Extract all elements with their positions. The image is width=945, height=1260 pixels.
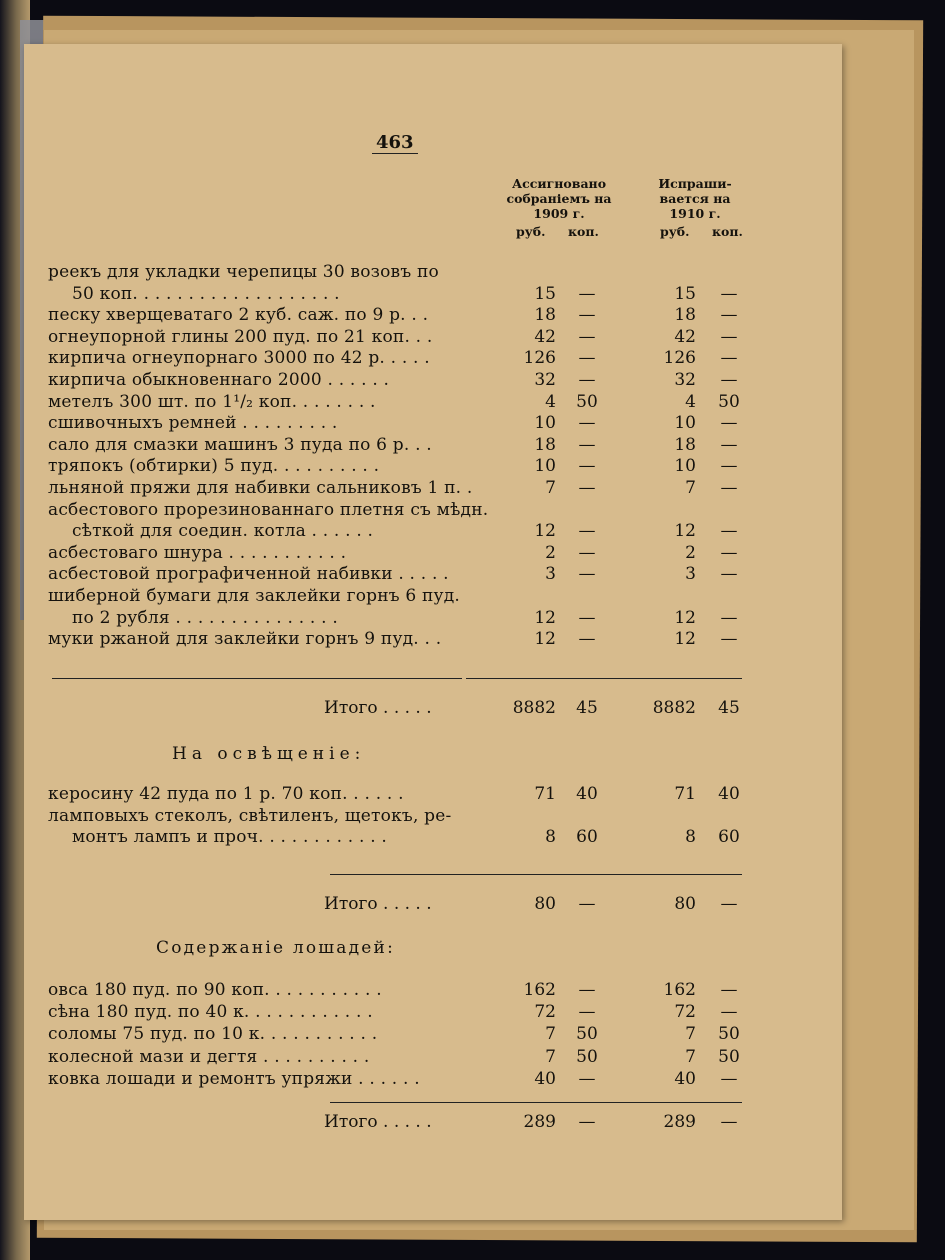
amount-rub-1910: 10 (674, 413, 696, 434)
amount-kop-1909: 50 (576, 1024, 598, 1045)
amount-kop-1910: — (720, 326, 738, 347)
table-row (24, 370, 842, 394)
amount-rub-1910: 12 (674, 521, 696, 542)
amount-kop-1909: 60 (576, 827, 598, 848)
item-label: асбестоваго шнура . . . . . . . . . . . (48, 542, 347, 563)
amount-rub-1909: 18 (534, 305, 556, 326)
column-header-1910: Испраши-вается на 1910 г. (658, 176, 732, 221)
amount-rub-1910: 18 (674, 434, 696, 455)
total-kop-1909: 45 (576, 698, 598, 718)
item-label: сшивочныхъ ремней . . . . . . . . . (48, 413, 338, 434)
total-row-1 (24, 698, 842, 722)
item-label: метелъ 300 шт. по 1¹/₂ коп. . . . . . . . (48, 391, 376, 412)
item-label: сѣткой для соедин. котла . . . . . . (72, 521, 374, 542)
amount-kop-1909: — (578, 413, 596, 434)
amount-kop-1910: — (720, 629, 738, 650)
amount-rub-1909: 162 (523, 980, 556, 1000)
page-number: 463 (372, 132, 418, 154)
total-label: Итого . . . . . (324, 1112, 432, 1132)
table-row (24, 305, 842, 329)
total-rub-1910: 80 (674, 894, 696, 914)
total-rule-left (52, 678, 462, 679)
amount-rub-1909: 8 (545, 827, 556, 848)
unit-rub-1: руб. (516, 224, 546, 239)
amount-rub-1910: 4 (685, 391, 696, 412)
amount-kop-1910: — (720, 305, 738, 326)
amount-kop-1909: — (578, 305, 596, 326)
amount-kop-1909: — (578, 456, 596, 477)
page-content (24, 44, 842, 1220)
amount-rub-1909: 3 (545, 564, 556, 585)
item-label: асбестового прорезинованнаго плетня съ мѣдн. (48, 499, 489, 520)
amount-kop-1910: — (720, 370, 738, 390)
amount-kop-1910: 50 (718, 1024, 740, 1045)
amount-kop-1909: — (578, 348, 596, 369)
table-row (24, 1002, 842, 1026)
total-rub-1909: 289 (523, 1112, 556, 1132)
amount-rub-1910: 72 (674, 1002, 696, 1023)
total-rub-1910: 8882 (652, 698, 696, 718)
amount-rub-1910: 10 (674, 456, 696, 477)
amount-kop-1909: — (578, 607, 596, 628)
amount-kop-1909: — (578, 1002, 596, 1023)
amount-kop-1910: — (720, 542, 738, 563)
amount-kop-1910: — (720, 283, 738, 304)
unit-rub-2: руб. (660, 224, 690, 239)
amount-kop-1909: — (578, 629, 596, 650)
item-label: асбестовой прографиченной набивки . . . . . (48, 564, 449, 585)
amount-kop-1909: — (578, 521, 596, 542)
amount-kop-1910: — (720, 980, 738, 1000)
table-row (24, 392, 842, 416)
total-row-3 (24, 1112, 842, 1136)
amount-rub-1909: 2 (545, 542, 556, 563)
total-kop-1910: — (720, 1112, 738, 1132)
total-kop-1909: — (578, 1112, 596, 1132)
item-label: тряпокъ (обтирки) 5 пуд. . . . . . . . . . (48, 456, 380, 477)
table-row (24, 784, 842, 808)
amount-rub-1910: 32 (674, 370, 696, 390)
table-row (24, 435, 842, 459)
amount-kop-1909: 50 (576, 1046, 598, 1067)
amount-kop-1910: — (720, 607, 738, 628)
amount-rub-1910: 7 (685, 478, 696, 498)
amount-kop-1910: — (720, 1068, 738, 1089)
table-row (24, 521, 842, 545)
amount-rub-1909: 42 (534, 326, 556, 347)
table-row (24, 1024, 842, 1048)
table-row (24, 1047, 842, 1071)
amount-rub-1909: 126 (523, 348, 556, 369)
amount-rub-1910: 12 (674, 629, 696, 650)
amount-rub-1910: 40 (674, 1068, 696, 1089)
item-label: монтъ лампъ и проч. . . . . . . . . . . . (72, 827, 388, 848)
table-row (24, 586, 842, 610)
amount-rub-1909: 72 (534, 1002, 556, 1023)
amount-kop-1910: 40 (718, 784, 740, 804)
item-label: колесной мази и дегтя . . . . . . . . . . (48, 1046, 370, 1067)
total-label: Итого . . . . . (324, 698, 432, 718)
amount-rub-1910: 15 (674, 283, 696, 304)
total-rule-right (466, 678, 742, 679)
total-rub-1909: 80 (534, 894, 556, 914)
item-label: овса 180 пуд. по 90 коп. . . . . . . . . . . (48, 980, 382, 1000)
table-row (24, 262, 842, 286)
amount-kop-1909: 50 (576, 391, 598, 412)
amount-rub-1909: 7 (545, 478, 556, 498)
table-row (24, 284, 842, 308)
table-row (24, 827, 842, 851)
item-label: льняной пряжи для набивки сальниковъ 1 п. . (48, 478, 473, 498)
table-row (24, 413, 842, 437)
total-rub-1910: 289 (663, 1112, 696, 1132)
amount-rub-1910: 7 (685, 1024, 696, 1045)
table-row (24, 500, 842, 524)
item-label: шиберной бумаги для заклейки горнъ 6 пуд. (48, 586, 461, 606)
amount-kop-1909: — (578, 542, 596, 563)
item-label: муки ржаной для заклейки горнъ 9 пуд. . . (48, 629, 442, 650)
table-row (24, 543, 842, 567)
amount-kop-1910: 50 (718, 1046, 740, 1067)
table-row (24, 629, 842, 653)
table-row (24, 1069, 842, 1093)
amount-kop-1910: — (720, 413, 738, 434)
item-label: 50 коп. . . . . . . . . . . . . . . . . . . (72, 283, 340, 304)
item-label: кирпича огнеупорнаго 3000 по 42 р. . . . . (48, 348, 430, 369)
amount-rub-1910: 12 (674, 607, 696, 628)
amount-rub-1909: 12 (534, 607, 556, 628)
amount-rub-1910: 162 (663, 980, 696, 1000)
amount-rub-1909: 10 (534, 413, 556, 434)
amount-kop-1910: 60 (718, 827, 740, 848)
amount-kop-1909: — (578, 1068, 596, 1089)
amount-rub-1909: 12 (534, 629, 556, 650)
amount-kop-1909: — (578, 326, 596, 347)
amount-kop-1910: — (720, 348, 738, 369)
table-row (24, 456, 842, 480)
amount-rub-1910: 126 (663, 348, 696, 369)
table-row (24, 327, 842, 351)
amount-rub-1909: 18 (534, 434, 556, 455)
item-label: кирпича обыкновеннаго 2000 . . . . . . (48, 370, 390, 390)
total-kop-1910: — (720, 894, 738, 914)
amount-kop-1910: — (720, 434, 738, 455)
document-page (24, 44, 842, 1220)
section-heading-lighting: На освѣщеніе: (172, 744, 366, 764)
item-label: реекъ для укладки черепицы 30 возовъ по (48, 262, 439, 282)
item-label: соломы 75 пуд. по 10 к. . . . . . . . . . . (48, 1024, 378, 1045)
amount-kop-1910: — (720, 1002, 738, 1023)
unit-kop-2: коп. (712, 224, 743, 239)
amount-rub-1909: 32 (534, 370, 556, 390)
item-label: сало для смазки машинъ 3 пуда по 6 р. . . (48, 434, 432, 455)
total-label: Итого . . . . . (324, 894, 432, 914)
amount-rub-1909: 15 (534, 283, 556, 304)
item-label: по 2 рубля . . . . . . . . . . . . . . . (72, 607, 338, 628)
amount-kop-1909: — (578, 478, 596, 498)
amount-rub-1910: 42 (674, 326, 696, 347)
amount-kop-1910: — (720, 521, 738, 542)
amount-rub-1909: 10 (534, 456, 556, 477)
table-row (24, 806, 842, 830)
item-label: керосину 42 пуда по 1 р. 70 коп. . . . . . (48, 784, 404, 804)
amount-kop-1910: 50 (718, 391, 740, 412)
amount-kop-1909: — (578, 564, 596, 585)
item-label: сѣна 180 пуд. по 40 к. . . . . . . . . . . . (48, 1002, 373, 1023)
item-label: ламповыхъ стеколъ, свѣтиленъ, щетокъ, ре- (48, 805, 452, 826)
amount-kop-1910: — (720, 456, 738, 477)
amount-rub-1909: 12 (534, 521, 556, 542)
amount-kop-1910: — (720, 478, 738, 498)
total-row-2 (24, 894, 842, 918)
amount-rub-1909: 71 (534, 784, 556, 804)
column-header-1909: Ассигновано собраніемъ на 1909 г. (506, 176, 612, 221)
amount-rub-1909: 4 (545, 391, 556, 412)
table-row (24, 564, 842, 588)
amount-rub-1910: 3 (685, 564, 696, 585)
table-row (24, 980, 842, 1004)
amount-rub-1910: 18 (674, 305, 696, 326)
table-row (24, 478, 842, 502)
total-kop-1910: 45 (718, 698, 740, 718)
total-kop-1909: — (578, 894, 596, 914)
amount-rub-1910: 2 (685, 542, 696, 563)
unit-kop-1: коп. (568, 224, 599, 239)
amount-kop-1909: — (578, 283, 596, 304)
total-rule-2 (330, 874, 742, 875)
amount-rub-1909: 40 (534, 1068, 556, 1089)
table-row (24, 608, 842, 632)
item-label: огнеупорной глины 200 пуд. по 21 коп. . . (48, 326, 433, 347)
amount-kop-1909: 40 (576, 784, 598, 804)
amount-rub-1910: 71 (674, 784, 696, 804)
total-rub-1909: 8882 (512, 698, 556, 718)
table-row (24, 348, 842, 372)
amount-rub-1910: 8 (685, 827, 696, 848)
amount-kop-1909: — (578, 980, 596, 1000)
item-label: ковка лошади и ремонтъ упряжи . . . . . . (48, 1068, 420, 1089)
amount-kop-1910: — (720, 564, 738, 585)
total-rule-3 (330, 1102, 742, 1103)
section-heading-horses: Содержаніе лошадей: (156, 938, 396, 958)
amount-rub-1910: 7 (685, 1046, 696, 1067)
amount-kop-1909: — (578, 370, 596, 390)
amount-kop-1909: — (578, 434, 596, 455)
item-label: песку хверщеватаго 2 куб. саж. по 9 р. . . (48, 305, 429, 326)
amount-rub-1909: 7 (545, 1046, 556, 1067)
amount-rub-1909: 7 (545, 1024, 556, 1045)
